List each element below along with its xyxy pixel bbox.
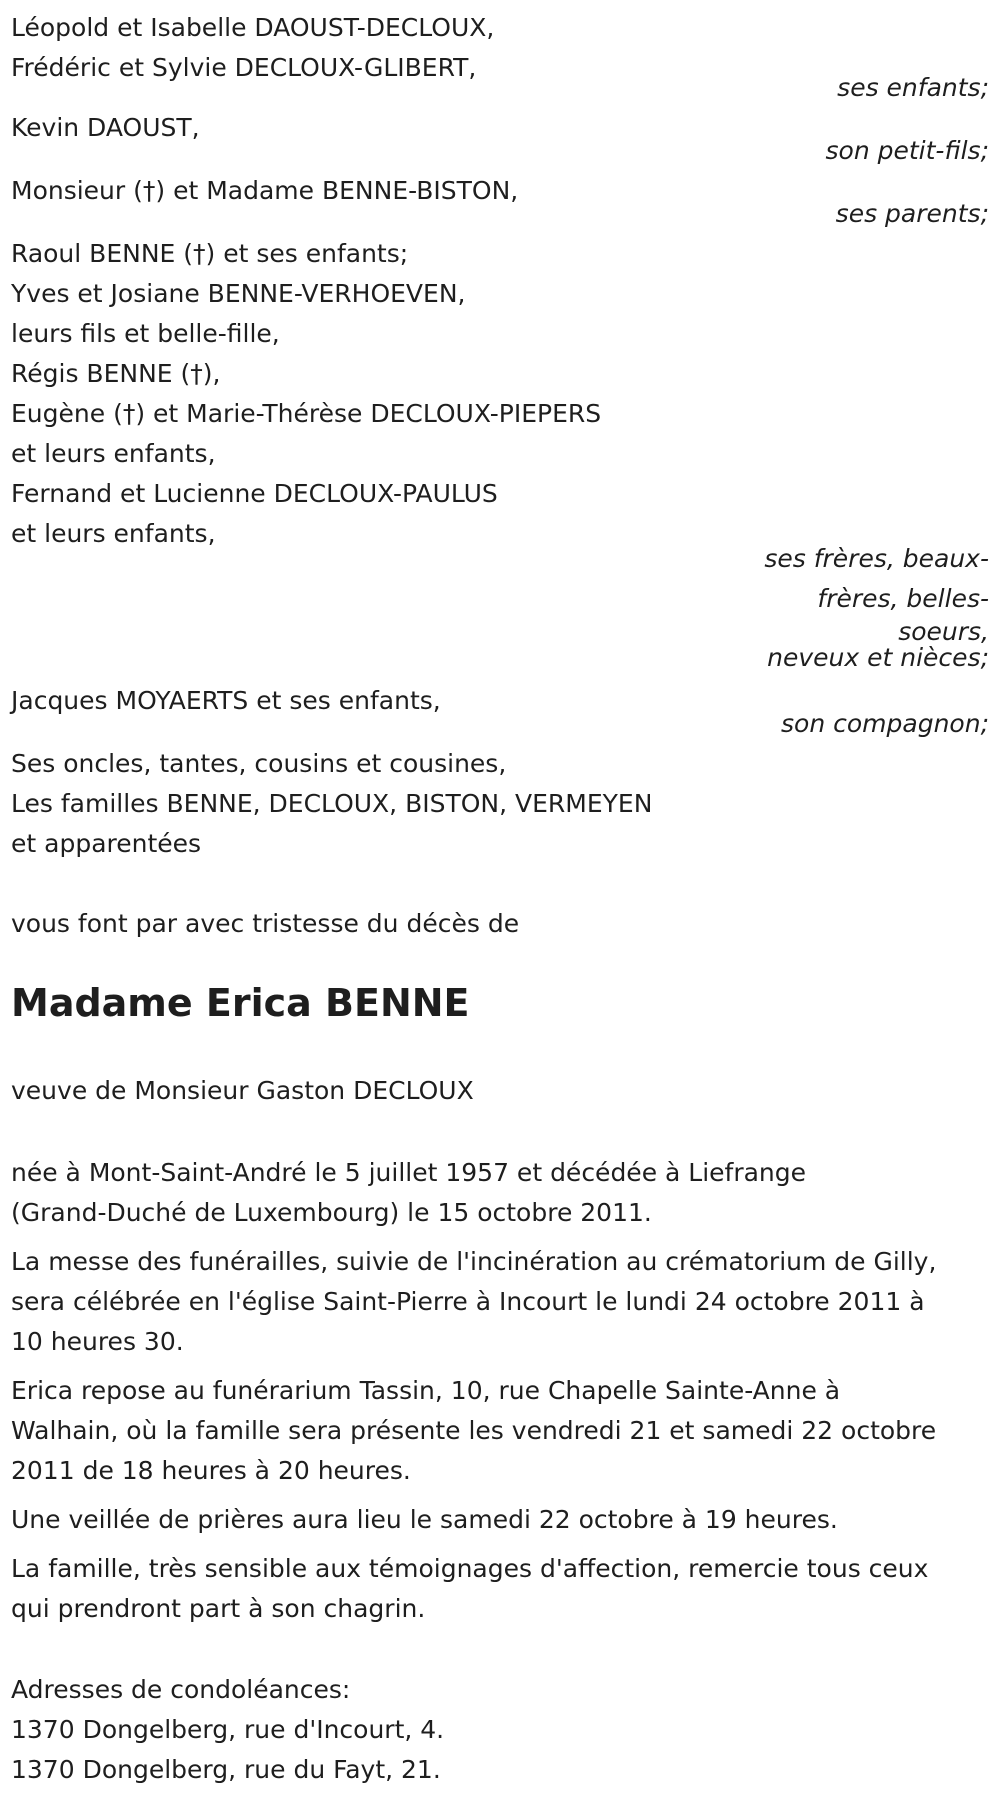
funeral-mass-paragraph xyxy=(11,1242,936,1362)
paragraph-line: La messe des funérailles, suivie de l'incinération au crématorium de Gilly, xyxy=(11,1247,937,1276)
paragraph-line: (Grand-Duché de Luxembourg) le 15 octobre 2011. xyxy=(11,1198,652,1227)
paragraph-line: Erica repose au funérarium Tassin, 10, rue Chapelle Sainte-Anne à xyxy=(11,1376,841,1405)
family-group-children xyxy=(11,8,494,88)
family-line: Yves et Josiane BENNE-VERHOEVEN, xyxy=(11,279,466,308)
birth-death-paragraph xyxy=(11,1153,806,1233)
paragraph-line: née à Mont-Saint-André le 5 juillet 1957 et décédée à Liefrange xyxy=(11,1158,807,1187)
family-line: Raoul BENNE (†) et ses enfants; xyxy=(11,239,409,268)
family-group-parents xyxy=(11,171,518,211)
family-group-siblings xyxy=(11,234,601,554)
family-line: Kevin DAOUST, xyxy=(11,113,200,142)
family-line: Eugène (†) et Marie-Thérèse DECLOUX-PIEPERS xyxy=(11,399,602,428)
paragraph-line: sera célébrée en l'église Saint-Pierre à Incourt le lundi 24 octobre 2011 à xyxy=(11,1287,925,1316)
family-line: Frédéric et Sylvie DECLOUX-GLIBERT, xyxy=(11,53,477,82)
family-line: Jacques MOYAERTS et ses enfants, xyxy=(11,686,441,715)
family-line: Les familles BENNE, DECLOUX, BISTON, VERMEYEN xyxy=(11,789,653,818)
family-line: Léopold et Isabelle DAOUST-DECLOUX, xyxy=(11,13,495,42)
paragraph-line: 10 heures 30. xyxy=(11,1327,184,1356)
announcement-text: vous font par avec tristesse du décès de xyxy=(11,909,520,938)
paragraph-line: 2011 de 18 heures à 20 heures. xyxy=(11,1456,411,1485)
family-line: et leurs enfants, xyxy=(11,519,216,548)
family-group-extended xyxy=(11,744,652,864)
deceased-name: Madame Erica BENNE xyxy=(11,981,470,1025)
family-group-companion xyxy=(11,681,441,721)
condolences-block xyxy=(11,1670,444,1790)
condolence-address: 1370 Dongelberg, rue d'Incourt, 4. xyxy=(11,1715,445,1744)
relation-grandson: son petit-fils; xyxy=(825,136,989,165)
paragraph-line: Une veillée de prières aura lieu le samedi 22 octobre à 19 heures. xyxy=(11,1505,838,1534)
relation-line: neveux et nièces; xyxy=(767,643,989,672)
family-line: Régis BENNE (†), xyxy=(11,359,221,388)
family-line: et apparentées xyxy=(11,829,202,858)
relation-line: soeurs, xyxy=(898,617,989,646)
relation-line: ses frères, beaux- xyxy=(764,544,989,573)
family-line: Ses oncles, tantes, cousins et cousines, xyxy=(11,749,507,778)
vigil-paragraph xyxy=(11,1500,838,1540)
family-line: Monsieur (†) et Madame BENNE-BISTON, xyxy=(11,176,519,205)
family-line: leurs fils et belle-fille, xyxy=(11,319,280,348)
funerarium-paragraph xyxy=(11,1371,936,1491)
paragraph-line: qui prendront part à son chagrin. xyxy=(11,1594,426,1623)
widow-of-text: veuve de Monsieur Gaston DECLOUX xyxy=(11,1076,474,1105)
relation-parents: ses parents; xyxy=(835,199,989,228)
relation-siblings xyxy=(649,539,989,671)
family-line: et leurs enfants, xyxy=(11,439,216,468)
paragraph-line: La famille, très sensible aux témoignages d'affection, remercie tous ceux xyxy=(11,1554,929,1583)
condolence-address: 1370 Dongelberg, rue du Fayt, 21. xyxy=(11,1755,441,1784)
family-group-grandson xyxy=(11,108,200,148)
relation-line: frères, belles- xyxy=(817,584,989,613)
paragraph-line: Walhain, où la famille sera présente les vendredi 21 et samedi 22 octobre xyxy=(11,1416,937,1445)
thanks-paragraph xyxy=(11,1549,928,1629)
relation-children: ses enfants; xyxy=(837,73,989,102)
condolences-title: Adresses de condoléances: xyxy=(11,1675,351,1704)
family-line: Fernand et Lucienne DECLOUX-PAULUS xyxy=(11,479,498,508)
relation-companion: son compagnon; xyxy=(781,709,989,738)
